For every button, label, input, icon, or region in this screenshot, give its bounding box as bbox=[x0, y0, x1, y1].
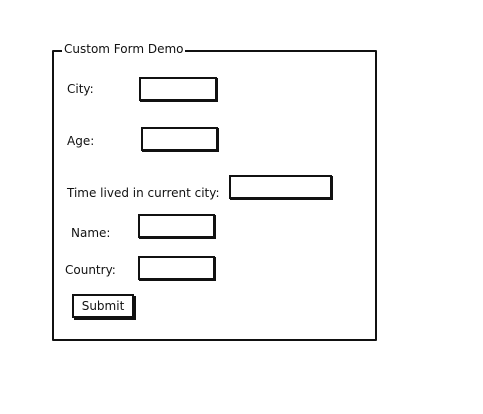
age-input[interactable] bbox=[141, 127, 218, 151]
form-legend: Custom Form Demo bbox=[64, 42, 184, 56]
country-label: Country: bbox=[65, 263, 116, 277]
time-lived-label: Time lived in current city: bbox=[67, 186, 220, 200]
time-lived-input[interactable] bbox=[229, 175, 332, 199]
name-input[interactable] bbox=[138, 214, 215, 238]
city-label: City: bbox=[67, 82, 94, 96]
name-label: Name: bbox=[71, 226, 111, 240]
city-input[interactable] bbox=[139, 77, 217, 101]
country-input[interactable] bbox=[138, 256, 215, 280]
submit-button[interactable]: Submit bbox=[72, 294, 134, 318]
age-label: Age: bbox=[67, 134, 95, 148]
